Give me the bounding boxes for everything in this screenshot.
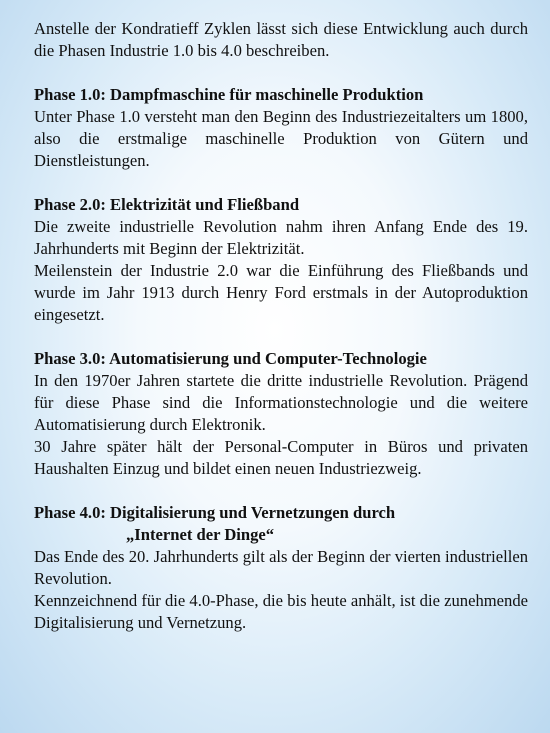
section-phase-4	[34, 502, 528, 634]
section-heading-phase-3: Phase 3.0: Automatisierung und Computer-Technologie	[34, 349, 427, 368]
section-paragraph: 30 Jahre später hält der Personal-Computer in Büros und privaten Haushalten Einzug und bildet einen neuen Industriezweig.	[34, 437, 528, 478]
section-phase-2	[34, 194, 528, 326]
intro-paragraph: Anstelle der Kondratieff Zyklen lässt sich diese Entwicklung auch durch die Phasen Industrie 1.0 bis 4.0 beschreiben.	[34, 19, 528, 60]
section-paragraph: Das Ende des 20. Jahrhunderts gilt als der Beginn der vierten industriellen Revolution.	[34, 547, 528, 588]
section-heading-phase-2: Phase 2.0: Elektrizität und Fließband	[34, 195, 300, 214]
intro-block	[34, 18, 528, 62]
section-paragraph: Kennzeichnend für die 4.0-Phase, die bis heute anhält, ist die zunehmende Digitalisierung und Vernetzung.	[34, 591, 528, 632]
section-paragraph: Unter Phase 1.0 versteht man den Beginn des Industriezeitalters um 1800, also die erstmalige maschinelle Produktion von Gütern und Dienstleistungen.	[34, 107, 528, 170]
section-phase-3	[34, 348, 528, 480]
section-paragraph: Die zweite industrielle Revolution nahm ihren Anfang Ende des 19. Jahrhunderts mit Beginn der Elektrizität.	[34, 217, 528, 258]
section-heading-phase-4-line2: „Internet der Dinge“	[126, 525, 275, 544]
section-paragraph: Meilenstein der Industrie 2.0 war die Einführung des Fließbands und wurde im Jahr 1913 durch Henry Ford erstmals in der Autoproduktion eingesetzt.	[34, 261, 528, 324]
section-paragraph: In den 1970er Jahren startete die dritte industrielle Revolution. Prägend für diese Phase sind die Informationstechnologie und die weitere Automatisierung durch Elektronik.	[34, 371, 528, 434]
section-phase-1	[34, 84, 528, 172]
section-heading-phase-4	[34, 502, 528, 546]
section-heading-phase-4-line1: Phase 4.0: Digitalisierung und Vernetzungen durch	[34, 503, 396, 522]
section-heading-phase-1: Phase 1.0: Dampfmaschine für maschinelle Produktion	[34, 85, 424, 104]
